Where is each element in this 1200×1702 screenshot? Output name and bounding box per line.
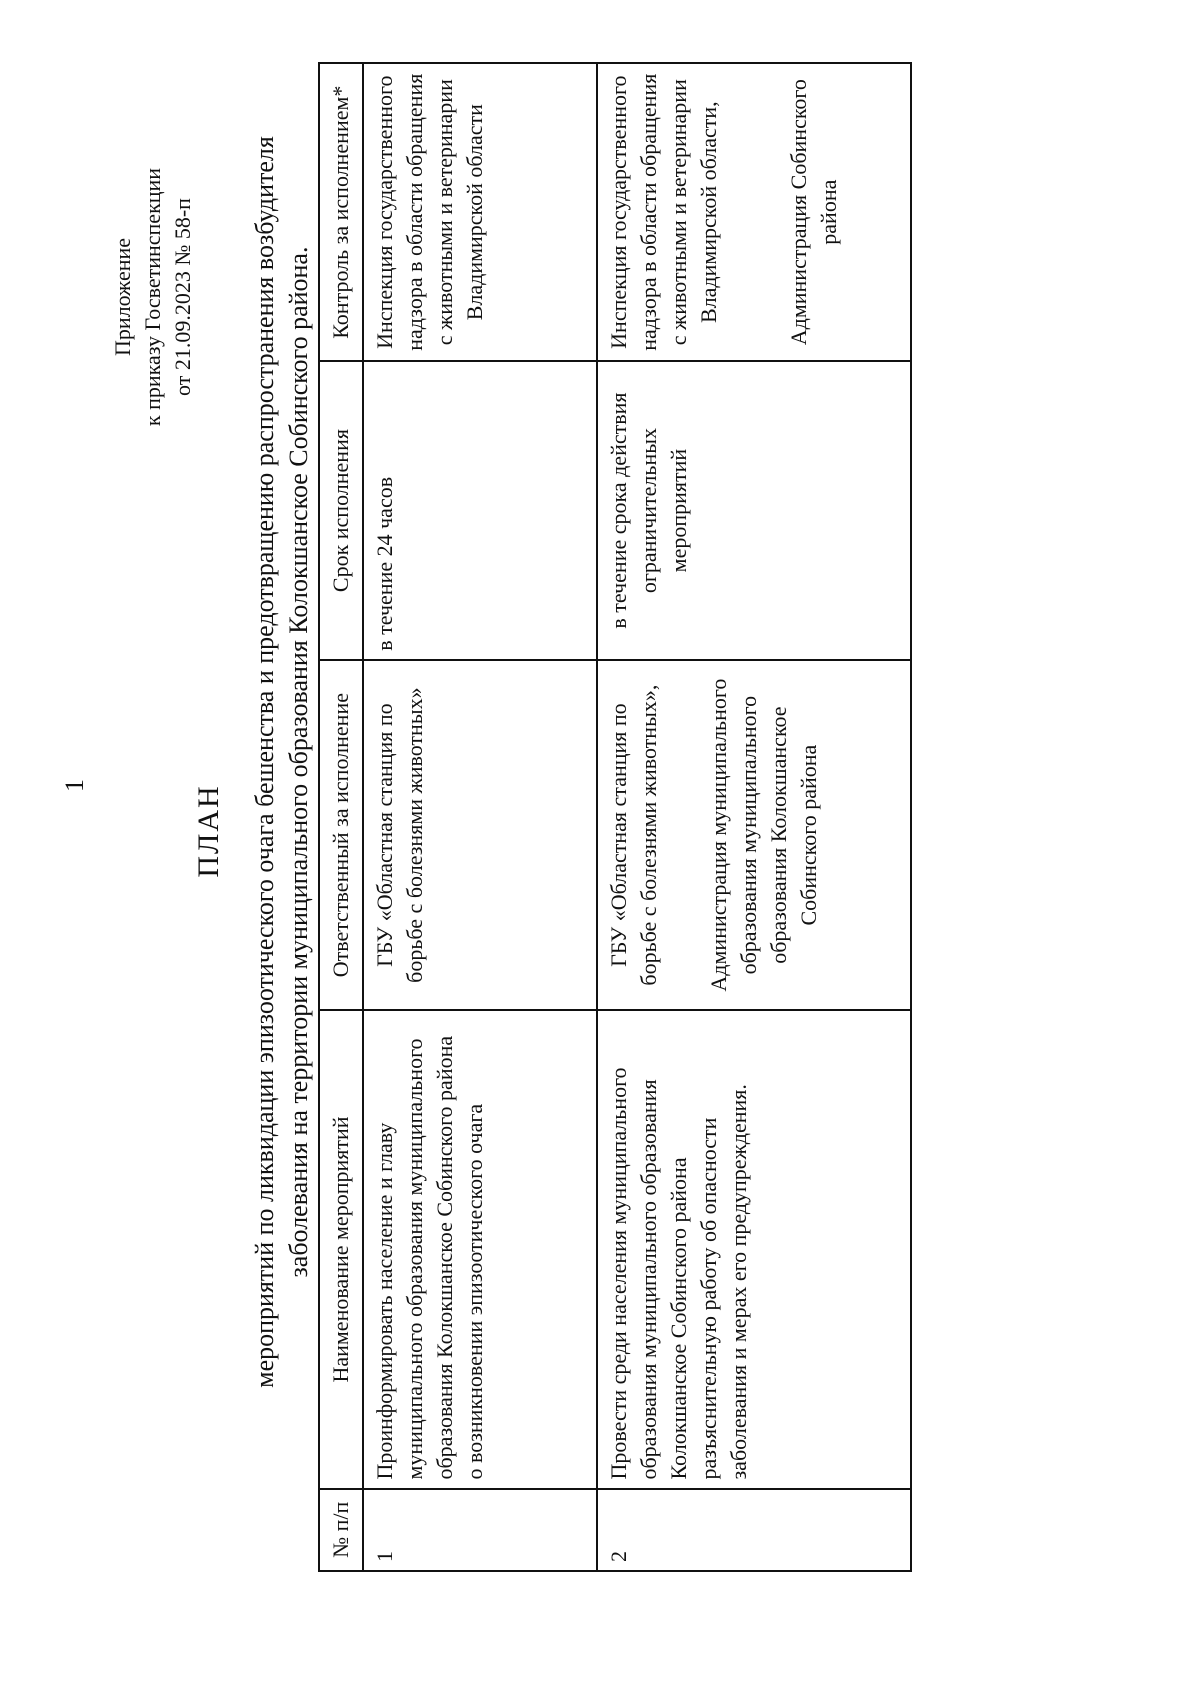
table-row: [363, 63, 597, 1571]
appendix-line: Приложение: [110, 237, 135, 357]
cell-name: Проинформировать население и главу муниципального образования муниципального образования Колокшанское Собинского района о возникновении эпизоотического очага: [363, 1010, 597, 1488]
plan-table: [318, 62, 912, 1572]
header-control: Контроль за исполнением*: [319, 63, 363, 361]
responsible-primary: ГБУ «Областная станция по борьбе с болезнями животных»,: [606, 684, 661, 986]
header-name: Наименование мероприятий: [319, 1010, 363, 1488]
appendix-block: [108, 87, 198, 507]
appendix-line: от 21.09.2023 № 58-п: [170, 198, 195, 396]
cell-term: в течение 24 часов: [363, 361, 597, 659]
table-header-row: [319, 63, 363, 1571]
header-num: № п/п: [319, 1489, 363, 1571]
control-secondary: Администрация Собинского района: [786, 79, 841, 346]
header-responsible: Ответственный за исполнение: [319, 660, 363, 1011]
responsible-primary: ГБУ «Областная станция по борьбе с болезнями животных»: [372, 687, 427, 983]
cell-num: 2: [597, 1489, 911, 1571]
control-primary: Инспекция государственного надзора в области обращения с животными и ветеринарии Владимирской области: [372, 73, 487, 351]
plan-subtitle-line: заболевания на территории муниципального образования Колокшанское Собинского района.: [284, 246, 313, 1278]
header-term: Срок исполнения: [319, 361, 363, 659]
appendix-line: к приказу Госветинспекции: [140, 167, 165, 427]
control-primary: Инспекция государственного надзора в области обращения с животными и ветеринарии Владимирской области,: [606, 73, 721, 351]
cell-responsible: [363, 660, 597, 1011]
responsible-secondary: Администрация муниципального образования муниципального образования Колокшанское Собинского района: [706, 678, 821, 992]
plan-title: ПЛАН: [192, 784, 225, 878]
cell-num: 1: [363, 1489, 597, 1571]
cell-control: [597, 63, 911, 361]
table-row: [597, 63, 911, 1571]
cell-responsible: [597, 660, 911, 1011]
cell-name: Провести среди населения муниципального образования муниципального образования Колокшанское Собинского района разъяснительную работу об опасности заболевания и мерах его предупреждения.: [597, 1010, 911, 1488]
page-number: 1: [60, 779, 89, 792]
plan-subtitle: [248, 42, 316, 1482]
cell-term: в течение срока действия ограничительных мероприятий: [597, 361, 911, 659]
plan-subtitle-line: мероприятий по ликвидации эпизоотического очага бешенства и предотвращению распространения возбудителя: [250, 136, 279, 1388]
cell-control: [363, 63, 597, 361]
